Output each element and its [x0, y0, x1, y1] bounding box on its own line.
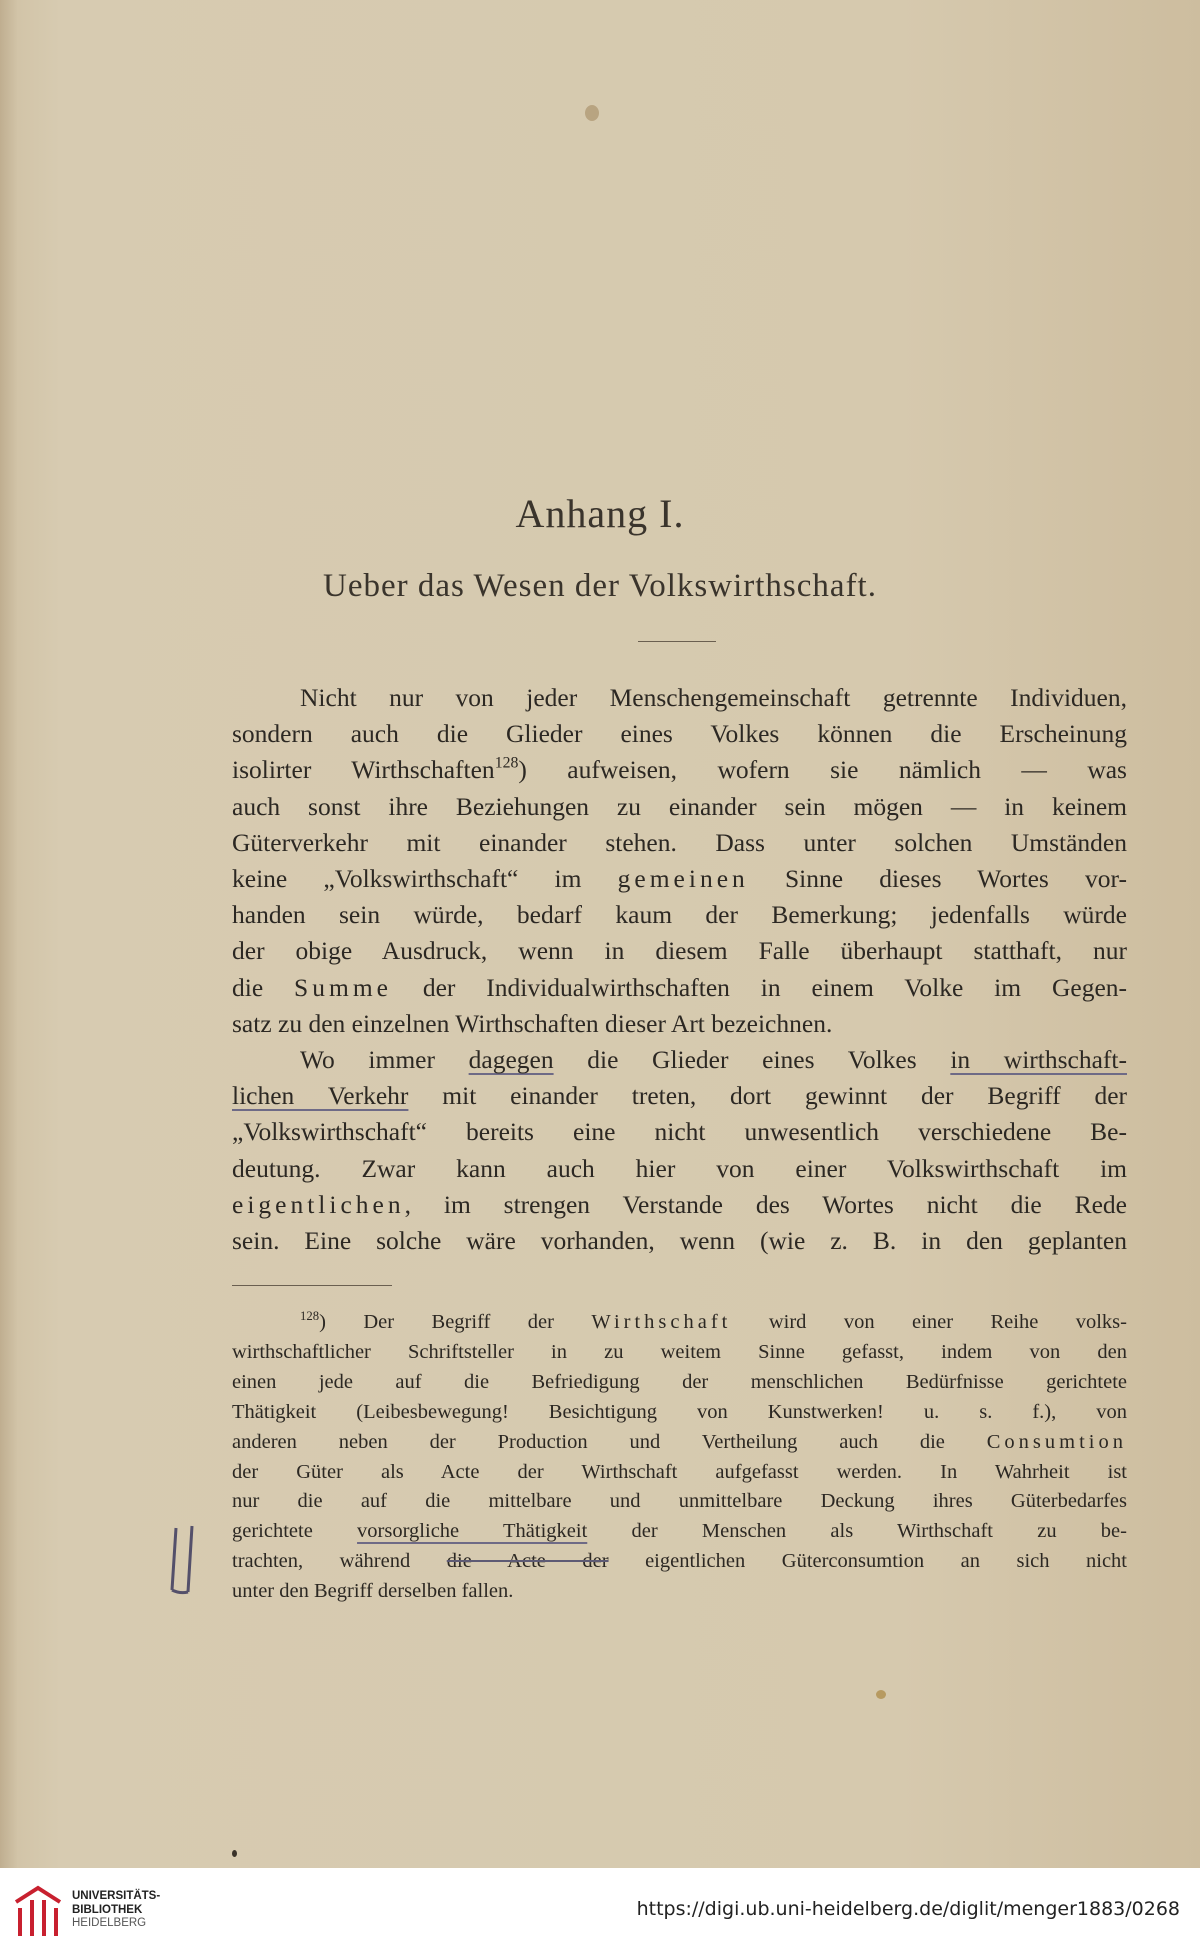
page-subheading: Ueber das Wesen der Volkswirthschaft.: [323, 568, 877, 604]
text-line: handen sein würde, bedarf kaum der Bemerkung; jedenfalls würde: [232, 900, 1127, 930]
text-line: isolirter Wirthschaften$^{128}$) aufweisen, wofern sie nämlich — was: [232, 755, 1127, 785]
footnote-line: anderen neben der Production und Vertheilung auch die Consumtion: [232, 1430, 1127, 1453]
text-line: Nicht nur von jeder Menschengemeinschaft getrennte Individuen,: [300, 683, 1127, 712]
pencil-mark-icon: [162, 1520, 212, 1600]
pencil-underline: in wirthschaft-: [950, 1045, 1127, 1075]
paper-stain: [876, 1690, 886, 1699]
footnote: [232, 1308, 1127, 1607]
pencil-underline: lichen Verkehr: [232, 1081, 409, 1111]
footnote-line: nur die auf die mittelbare und unmittelbare Deckung ihres Güterbedarfes: [232, 1490, 1127, 1513]
footnote-line: wirthschaftlicher Schriftsteller in zu weitem Sinne gefasst, indem von den: [232, 1340, 1127, 1363]
text-line: Güterverkehr mit einander stehen. Dass unter solchen Umständen: [232, 827, 1127, 857]
spaced-emphasis: gemeinen: [617, 864, 749, 894]
footnote-line: trachten, während die Acte der eigentlichen Güterconsumtion an sich nicht: [232, 1550, 1127, 1573]
text-line: eigentlichen, im strengen Verstande des Wortes nicht die Rede: [232, 1189, 1127, 1219]
logo-line: UNIVERSITÄTS-: [72, 1890, 161, 1902]
footnote-divider: [232, 1285, 392, 1286]
logo-line: HEIDELBERG: [72, 1917, 147, 1929]
text-line: keine „Volkswirthschaft“ im gemeinen Sinne dieses Wortes vor-: [232, 864, 1127, 894]
title-divider: [638, 641, 716, 642]
logo-line: BIBLIOTHEK: [72, 1903, 143, 1916]
text-line: Wo immer dagegen die Glieder eines Volkes in wirthschaft-: [300, 1045, 1127, 1075]
text-line: lichen Verkehr mit einander treten, dort gewinnt der Begriff der: [232, 1081, 1128, 1111]
pencil-strikethrough: die Acte der: [446, 1550, 609, 1573]
spaced-emphasis: Consumtion: [986, 1430, 1127, 1453]
viewer-footer: [0, 1868, 1200, 1955]
library-logo-icon[interactable]: [10, 1882, 70, 1942]
text-line: auch sonst ihre Beziehungen zu einander sein mögen — in keinem: [232, 791, 1127, 821]
text-line: deutung. Zwar kann auch hier von einer Volkswirthschaft im: [232, 1153, 1127, 1183]
footnote-line: unter den Begriff derselben fallen.: [232, 1580, 514, 1603]
main-text: [232, 680, 1127, 1259]
footnote-ref: 128: [494, 755, 519, 773]
paper-stain: [585, 105, 599, 121]
spaced-emphasis: Wirthschaft: [591, 1311, 732, 1333]
footnote-line: Thätigkeit (Leibesbewegung! Besichtigung von Kunstwerken! u. s. f.), von: [232, 1400, 1127, 1423]
pencil-underline: vorsorgliche Thätigkeit: [357, 1520, 588, 1543]
text-line: „Volkswirthschaft“ bereits eine nicht unwesentlich verschiedene Be-: [232, 1117, 1127, 1147]
text-line: die Summe der Individualwirthschaften in einem Volke im Gegen-: [232, 972, 1128, 1002]
paper-stain: [232, 1850, 237, 1857]
permalink-url[interactable]: https://digi.ub.uni-heidelberg.de/diglit/menger1883/0268: [636, 1898, 1180, 1920]
page-heading: Anhang I.: [515, 491, 685, 536]
footnote-line: gerichtete vorsorgliche Thätigkeit der Menschen als Wirthschaft zu be-: [232, 1520, 1127, 1543]
footnote-line: einen jede auf die Befriedigung der menschlichen Bedürfnisse gerichtete: [232, 1370, 1127, 1393]
text-line: sondern auch die Glieder eines Volkes können die Erscheinung: [232, 719, 1127, 749]
spaced-emphasis: eigentlichen: [232, 1189, 405, 1219]
footnote-number: 128: [300, 1308, 320, 1323]
footnote-line: der Güter als Acte der Wirthschaft aufgefasst werden. In Wahrheit ist: [232, 1460, 1127, 1483]
spaced-emphasis: Summe: [294, 972, 392, 1002]
pencil-margin-mark: [162, 1520, 212, 1617]
text-line: sein. Eine solche wäre vorhanden, wenn (wie z. B. in den geplanten: [232, 1226, 1127, 1256]
pencil-underline: dagegen: [468, 1045, 554, 1075]
library-logo-text[interactable]: [72, 1890, 160, 1931]
text-line: der obige Ausdruck, wenn in diesem Falle überhaupt statthaft, nur: [232, 936, 1127, 966]
text-line: satz zu den einzelnen Wirthschaften dieser Art bezeichnen.: [232, 1008, 833, 1038]
footnote-line: $^{128}$) Der Begriff der Wirthschaft wird von einer Reihe volks-: [300, 1308, 1127, 1333]
